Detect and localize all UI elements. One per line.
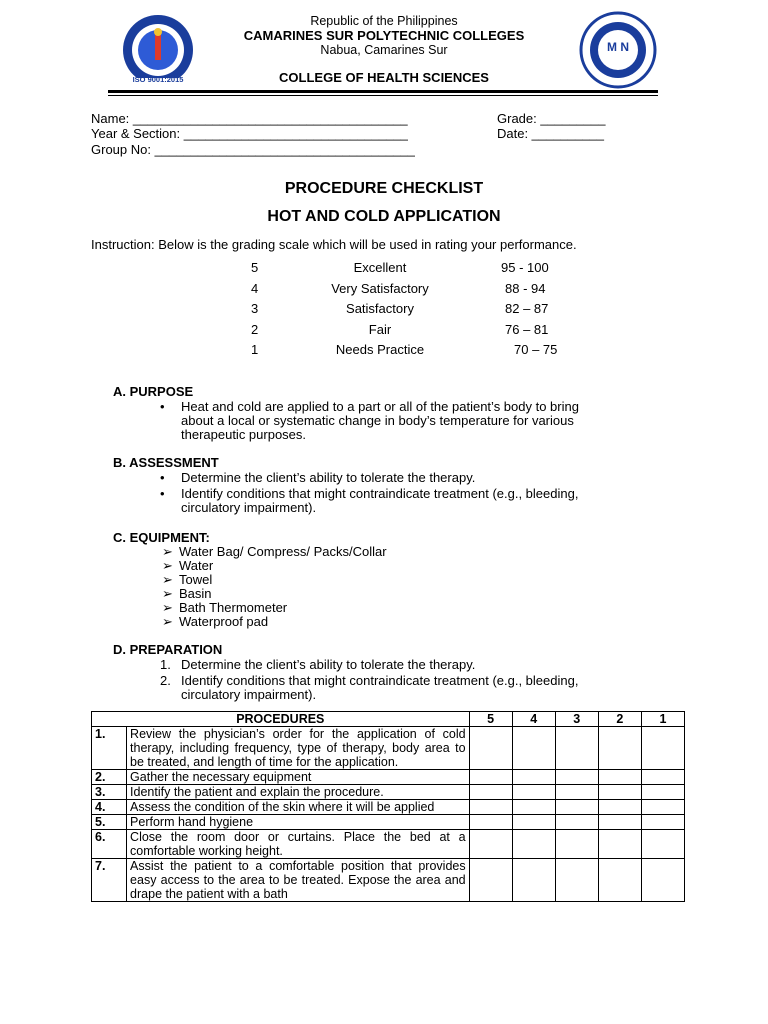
score-cell[interactable] <box>512 815 555 830</box>
score-cell[interactable] <box>469 727 512 770</box>
score-header: 5 <box>469 712 512 727</box>
table-row <box>92 785 685 800</box>
group-no-field: Group No: ____________________________________ <box>91 142 415 157</box>
score-cell[interactable] <box>641 800 684 815</box>
step-text: Assist the patient to a comfortable position that provides easy access to the area to be treated. Expose the area and drape the patient with a bath <box>127 859 470 902</box>
scale-range: 95 - 100 <box>501 260 549 275</box>
scale-score: 5 <box>251 260 259 275</box>
score-cell[interactable] <box>469 859 512 902</box>
score-cell[interactable] <box>555 727 598 770</box>
table-row <box>92 800 685 815</box>
purpose-line: Heat and cold are applied to a part or all of the patient’s body to bring <box>181 399 579 414</box>
equipment-arrow: ➢ <box>162 586 173 601</box>
equipment-arrow: ➢ <box>162 558 173 573</box>
scale-label: Very Satisfactory <box>331 281 429 296</box>
score-cell[interactable] <box>598 770 641 785</box>
score-cell[interactable] <box>641 815 684 830</box>
score-cell[interactable] <box>512 800 555 815</box>
grade-field: Grade: _________ <box>497 111 606 126</box>
section-c-title: C. EQUIPMENT: <box>113 530 210 545</box>
section-b-title: B. ASSESSMENT <box>113 455 219 470</box>
equipment-item: Waterproof pad <box>179 614 269 629</box>
scale-range: 76 – 81 <box>505 322 549 337</box>
preparation-item: circulatory impairment). <box>181 687 317 702</box>
header-rule-thin <box>108 95 658 96</box>
scale-range: 88 - 94 <box>505 281 546 296</box>
equipment-arrow: ➢ <box>162 544 173 559</box>
step-number: 1. <box>92 727 127 770</box>
section-d-title: D. PREPARATION <box>113 642 223 657</box>
score-cell[interactable] <box>512 727 555 770</box>
score-cell[interactable] <box>555 785 598 800</box>
score-cell[interactable] <box>641 727 684 770</box>
instruction-text: Instruction: Below is the grading scale which will be used in rating your performance. <box>91 237 577 252</box>
table-row <box>92 727 685 770</box>
score-cell[interactable] <box>469 815 512 830</box>
step-text: Gather the necessary equipment <box>127 770 470 785</box>
score-cell[interactable] <box>555 815 598 830</box>
preparation-item: Identify conditions that might contraindicate treatment (e.g., bleeding, <box>181 673 579 688</box>
assessment-item: circulatory impairment). <box>181 500 317 515</box>
score-cell[interactable] <box>469 770 512 785</box>
score-cell[interactable] <box>598 830 641 859</box>
score-cell[interactable] <box>512 859 555 902</box>
score-header: 4 <box>512 712 555 727</box>
scale-range: 70 – 75 <box>514 342 558 357</box>
score-cell[interactable] <box>512 830 555 859</box>
bullet-dot: • <box>160 470 165 485</box>
scale-score: 1 <box>251 342 259 357</box>
step-number: 4. <box>92 800 127 815</box>
step-text: Identify the patient and explain the procedure. <box>127 785 470 800</box>
score-cell[interactable] <box>641 785 684 800</box>
preparation-number: 1. <box>160 657 171 672</box>
scale-label: Excellent <box>353 260 407 275</box>
table-row <box>92 830 685 859</box>
score-cell[interactable] <box>641 859 684 902</box>
date-field: Date: __________ <box>497 126 604 141</box>
equipment-arrow: ➢ <box>162 600 173 615</box>
table-row <box>92 815 685 830</box>
score-cell[interactable] <box>469 800 512 815</box>
score-cell[interactable] <box>512 785 555 800</box>
scale-score: 3 <box>251 301 259 316</box>
table-row <box>92 770 685 785</box>
scale-score: 2 <box>251 322 259 337</box>
score-cell[interactable] <box>598 859 641 902</box>
procedures-table <box>91 711 685 902</box>
step-number: 7. <box>92 859 127 902</box>
procedures-header: PROCEDURES <box>92 712 470 727</box>
section-a-title: A. PURPOSE <box>113 384 194 399</box>
score-header: 3 <box>555 712 598 727</box>
header-rule-thick <box>108 90 658 93</box>
name-field: Name: ______________________________________ <box>91 111 408 126</box>
seal-letters: M N <box>607 40 629 54</box>
step-text: Assess the condition of the skin where it will be applied <box>127 800 470 815</box>
assessment-item: Identify conditions that might contraindicate treatment (e.g., bleeding, <box>181 486 579 501</box>
score-header: 1 <box>641 712 684 727</box>
header-school-name: CAMARINES SUR POLYTECHNIC COLLEGES <box>243 28 525 43</box>
equipment-item: Water <box>179 558 214 573</box>
equipment-item: Towel <box>179 572 213 587</box>
table-row <box>92 859 685 902</box>
scale-score: 4 <box>251 281 259 296</box>
equipment-arrow: ➢ <box>162 614 173 629</box>
score-cell[interactable] <box>555 830 598 859</box>
score-header: 2 <box>598 712 641 727</box>
scale-range: 82 – 87 <box>505 301 549 316</box>
step-number: 3. <box>92 785 127 800</box>
preparation-number: 2. <box>160 673 171 688</box>
bullet-dot: • <box>160 399 165 414</box>
purpose-line: about a local or systematic change in body’s temperature for various <box>181 413 574 428</box>
preparation-item: Determine the client’s ability to tolerate the therapy. <box>181 657 476 672</box>
score-cell[interactable] <box>598 727 641 770</box>
header-location: Nabua, Camarines Sur <box>320 43 448 57</box>
scale-label: Fair <box>368 322 392 337</box>
equipment-arrow: ➢ <box>162 572 173 587</box>
year-section-field: Year & Section: _______________________________ <box>91 126 408 141</box>
score-cell[interactable] <box>598 815 641 830</box>
step-number: 6. <box>92 830 127 859</box>
score-cell[interactable] <box>512 770 555 785</box>
step-number: 5. <box>92 815 127 830</box>
score-cell[interactable] <box>555 770 598 785</box>
table-header-row <box>92 712 685 727</box>
procedure-title: HOT AND COLD APPLICATION <box>267 208 501 225</box>
score-cell[interactable] <box>641 770 684 785</box>
purpose-line: therapeutic purposes. <box>181 427 307 442</box>
step-number: 2. <box>92 770 127 785</box>
step-text: Close the room door or curtains. Place the bed at a comfortable working height. <box>127 830 470 859</box>
equipment-item: Basin <box>179 586 212 601</box>
scale-label: Satisfactory <box>346 301 414 316</box>
score-cell[interactable] <box>555 859 598 902</box>
score-cell[interactable] <box>469 830 512 859</box>
score-cell[interactable] <box>598 800 641 815</box>
bullet-dot: • <box>160 486 165 501</box>
equipment-item: Water Bag/ Compress/ Packs/Collar <box>179 544 387 559</box>
checklist-title: PROCEDURE CHECKLIST <box>284 180 484 197</box>
header-republic: Republic of the Philippines <box>310 14 458 28</box>
score-cell[interactable] <box>555 800 598 815</box>
iso-label: ISO 9001:2015 <box>132 75 184 84</box>
score-cell[interactable] <box>598 785 641 800</box>
step-text: Review the physician’s order for the application of cold therapy, including frequency, type of therapy, body area to be treated, and length of time for the application. <box>127 727 470 770</box>
score-cell[interactable] <box>469 785 512 800</box>
score-cell[interactable] <box>641 830 684 859</box>
equipment-item: Bath Thermometer <box>179 600 288 615</box>
scale-label: Needs Practice <box>335 342 425 357</box>
step-text: Perform hand hygiene <box>127 815 470 830</box>
assessment-item: Determine the client’s ability to tolerate the therapy. <box>181 470 476 485</box>
header-college: COLLEGE OF HEALTH SCIENCES <box>279 70 489 85</box>
